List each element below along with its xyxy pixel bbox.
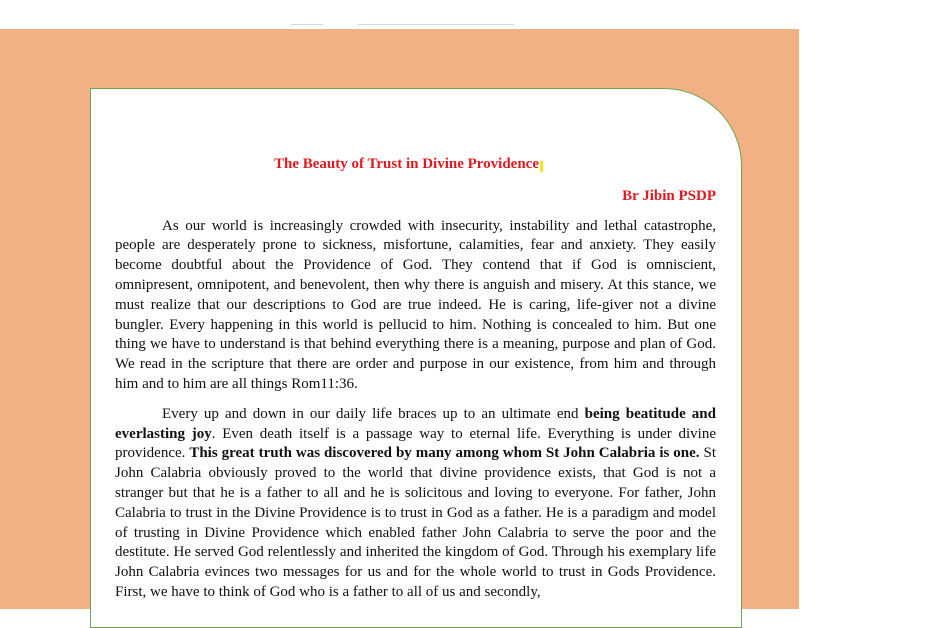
document-title[interactable]: The Beauty of Trust in Divine Providence bbox=[273, 156, 539, 172]
paragraph-2-text: Every up and down in our daily life braces up to an ultimate end bbox=[162, 405, 585, 422]
top-toolbar-strip bbox=[0, 0, 799, 29]
paragraph-2[interactable] bbox=[115, 405, 716, 603]
paragraph-2-bold: being beatitude and everlasting joy bbox=[115, 405, 716, 442]
paragraph-2-text: St John Calabria obviously proved to the world that divine providence exists, that God is not a stranger but that he is a father to all and he is solicitous and loving to everyone. For father, John Calabria to trust in the Divine Providence is to trust in God as a father. He is a paradigm and model of trusting in Divine Providence which enabled father John Calabria to serve the poor and the destitute. He served God relentlessly and inherited the kingdom of God. Through his exemplary life John Calabria evinces two messages for us and for the whole world to trust in Gods Providence. First, we have to think of God who is a father to all of us and secondly, bbox=[115, 445, 717, 600]
right-margin-area bbox=[799, 0, 930, 609]
document-title-line[interactable] bbox=[115, 155, 716, 175]
paragraph-1[interactable]: As our world is increasingly crowded with insecurity, instability and lethal catastrophe, people are desperately prone to sickness, misfortune, calamities, fear and anxiety. They easily become doubtful about the Providence of God. They contend that if God is omniscient, omnipresent, omnipotent, and benevolent, then why there is anguish and misery. At this stance, we must realize that our descriptions to God are true indeed. He is caring, life-giver not a divine bungler. Every happening in this world is pellucid to him. Nothing is concealed to him. But one thing we have to understand is that behind everything there is a meaning, purpose and plan of God. We read in the scripture that there are order and purpose in our existence, from him and through him and to him are all things Rom11:36. bbox=[115, 217, 716, 392]
document-author[interactable]: Br Jibin PSDP bbox=[622, 187, 716, 204]
ruler-segment bbox=[358, 24, 514, 25]
document-page[interactable] bbox=[90, 88, 742, 628]
page-content[interactable] bbox=[115, 155, 716, 613]
paragraph-2-bold: This great truth was discovered by many among whom St John Calabria is one. bbox=[189, 445, 700, 462]
paragraph-2-text: . Even death itself is a passage way to eternal life. Everything is under divine providence. bbox=[115, 425, 717, 462]
ruler-segment bbox=[291, 24, 323, 25]
text-cursor bbox=[540, 161, 543, 172]
